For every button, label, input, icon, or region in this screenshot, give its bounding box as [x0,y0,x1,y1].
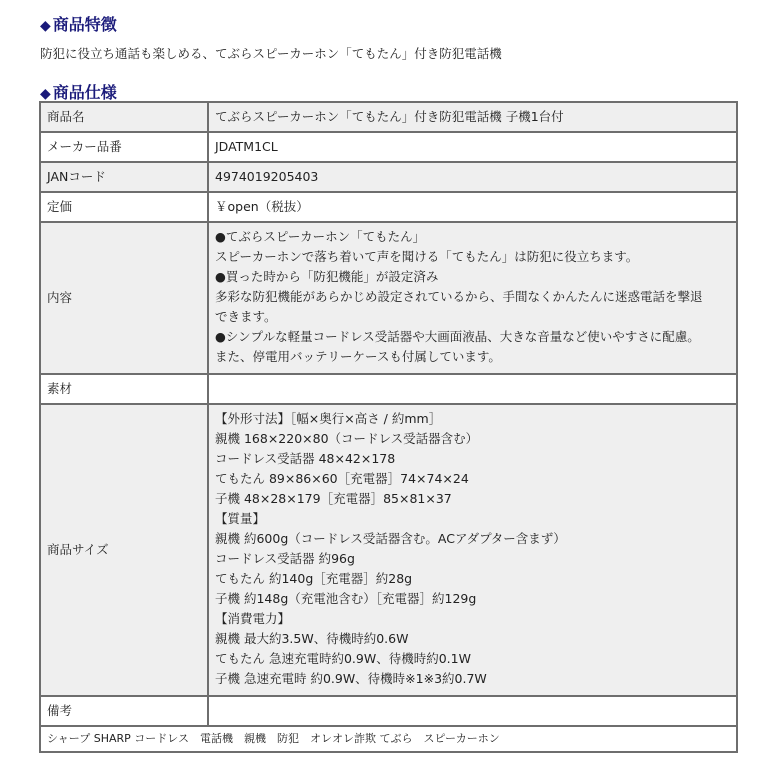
size-line: 【消費電力】 [215,611,291,626]
size-line: 子機 48×28×179［充電器］85×81×37 [215,491,452,506]
diamond-icon: ◆ [40,18,51,34]
table-row [40,374,737,404]
row-value: JDATM1CL [208,132,737,162]
size-line: 【質量】 [215,511,266,526]
size-line: 子機 急速充電時 約0.9W、待機時※1※3約0.7W [215,671,487,686]
size-line: 【外形寸法】［幅×奥行×高さ / 約mm］ [215,411,442,426]
row-label: 商品名 [40,102,208,132]
content-line: また、停電用バッテリーケースも付属しています。 [215,349,501,364]
table-row [40,162,737,192]
size-line: 親機 168×220×80（コードレス受話器含む） [215,431,479,446]
size-line: てもたん 89×86×60［充電器］74×74×24 [215,471,469,486]
features-heading-text: 商品特徴 [52,15,117,34]
table-row [40,132,737,162]
row-label: 素材 [40,374,208,404]
features-text: 防犯に役立ち通話も楽しめる、てぶらスピーカーホン「てもたん」付き防犯電話機 [40,46,502,61]
content-line: ●シンプルな軽量コードレス受話器や大画面液晶、大きな音量など使いやすさに配慮。 [215,329,700,344]
content-line: ●てぶらスピーカーホン「てもたん」 [215,229,426,244]
diamond-icon: ◆ [40,86,51,102]
row-value [208,222,737,374]
table-row [40,404,737,696]
content-line: できます。 [215,309,277,324]
size-line: コードレス受話器 約96g [215,551,355,566]
table-row [40,102,737,132]
table-row [40,222,737,374]
row-value: てぶらスピーカーホン「てもたん」付き防犯電話機 子機1台付 [208,102,737,132]
keyword-tags: シャープ SHARP コードレス 電話機 親機 防犯 オレオレ詐欺 てぶら スピーカーホン [40,726,737,752]
tags-row [40,726,737,752]
size-line: 子機 約148g（充電池含む）［充電器］約129g [215,591,477,606]
content-line: スピーカーホンで落ち着いて声を聞ける「てもたん」は防犯に役立ちます。 [215,249,639,264]
row-label: 内容 [40,222,208,374]
table-row [40,192,737,222]
row-value: ￥open（税抜） [208,192,737,222]
spec-table [39,101,738,753]
specs-heading [40,80,117,103]
row-value [208,404,737,696]
specs-heading-text: 商品仕様 [52,83,117,102]
content-line: ●買った時から「防犯機能」が設定済み [215,269,439,284]
row-label: JANコード [40,162,208,192]
content-line: 多彩な防犯機能があらかじめ設定されているから、手間なくかんたんに迷惑電話を撃退 [215,289,703,304]
size-line: 親機 約600g（コードレス受話器含む。ACアダプター含まず） [215,531,566,546]
row-label: 定価 [40,192,208,222]
size-line: 親機 最大約3.5W、待機時約0.6W [215,631,409,646]
row-label: 備考 [40,696,208,726]
row-value [208,374,737,404]
row-value: 4974019205403 [208,162,737,192]
row-label: メーカー品番 [40,132,208,162]
size-line: コードレス受話器 48×42×178 [215,451,396,466]
features-heading [40,12,117,35]
table-row [40,696,737,726]
row-value [208,696,737,726]
row-label: 商品サイズ [40,404,208,696]
size-line: てもたん 急速充電時約0.9W、待機時約0.1W [215,651,471,666]
size-line: てもたん 約140g［充電器］約28g [215,571,413,586]
